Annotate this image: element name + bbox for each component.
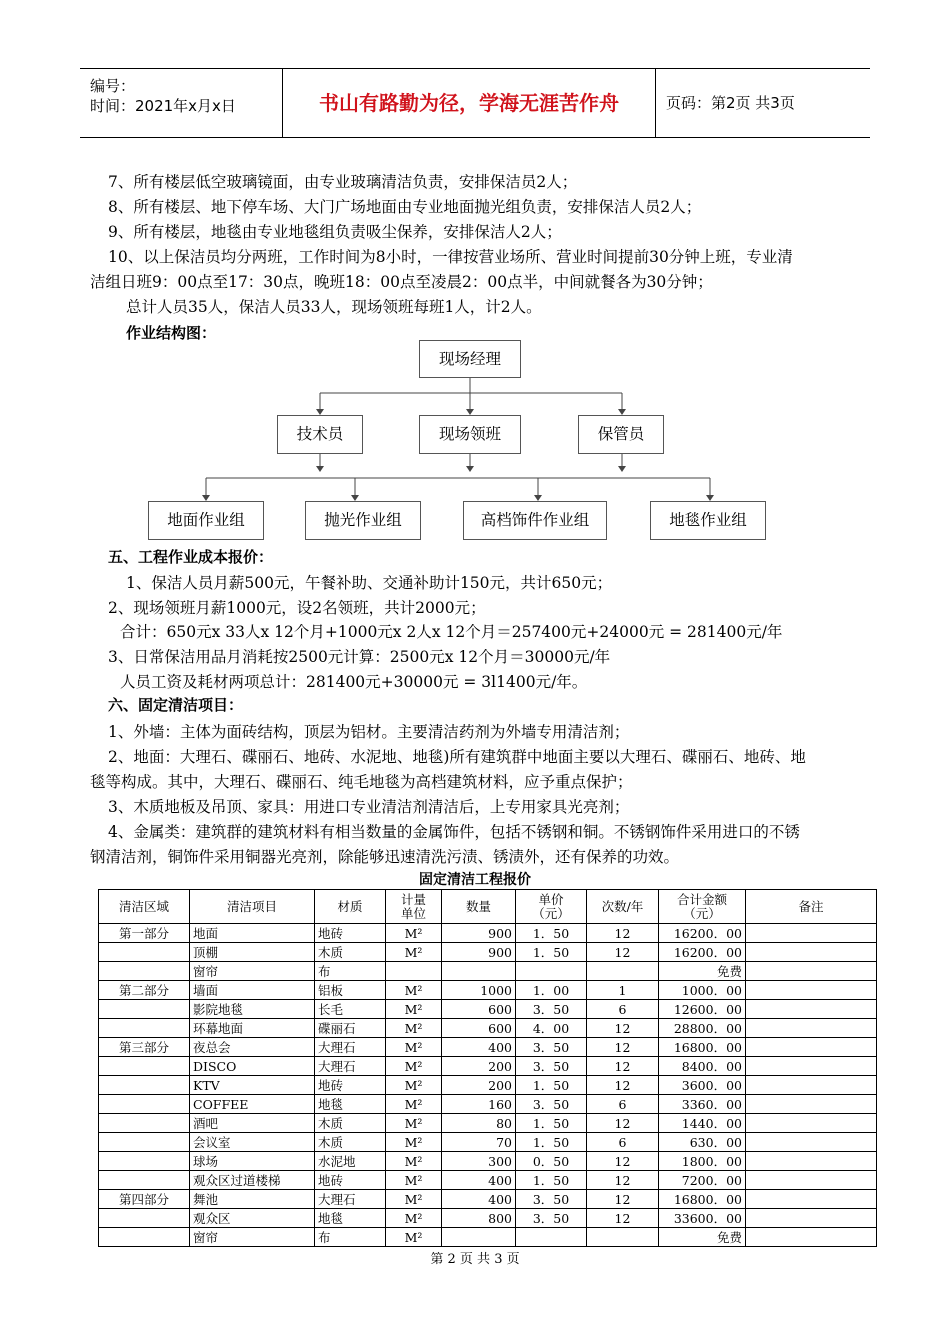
cell-area [99,962,190,981]
cell-qty: 400 [442,1190,516,1209]
header-unit [386,890,442,924]
header-total-top: 合计金额 [676,891,727,907]
cell-unit [386,962,442,981]
table-row [99,1171,877,1190]
cell-freq: 6 [587,1000,659,1019]
table-header-row [99,890,877,924]
header-material: 材质 [315,890,386,924]
cell-freq: 12 [587,1057,659,1076]
section5-line: 3、日常保洁用品月消耗按2500元计算：2500元x 12个月＝30000元/年 [108,648,611,666]
table-row [99,1076,877,1095]
cell-qty: 900 [442,924,516,943]
header-price-bottom: （元） [532,905,570,921]
cell-price: 1．50 [516,1076,587,1095]
header-qty: 数量 [442,890,516,924]
cell-item: 顶棚 [190,943,315,962]
cell-unit: M² [386,981,442,1000]
cell-qty: 900 [442,943,516,962]
org-node-technician: 技术员 [277,415,363,454]
cell-price: 3．50 [516,1190,587,1209]
table-row [99,962,877,981]
table-row [99,1019,877,1038]
cell-note [746,1000,877,1019]
cell-area: 第三部分 [99,1038,190,1057]
cell-note [746,1095,877,1114]
cell-note [746,981,877,1000]
cell-note [746,1190,877,1209]
cell-unit: M² [386,1152,442,1171]
cell-qty: 600 [442,1019,516,1038]
cell-note [746,924,877,943]
cell-material: 布 [315,962,386,981]
cell-note [746,943,877,962]
page-footer: 第 2 页 共 3 页 [430,1252,520,1267]
cell-area [99,1000,190,1019]
cell-material: 碟丽石 [315,1019,386,1038]
cell-note [746,1057,877,1076]
cell-unit: M² [386,1228,442,1247]
table-row [99,1057,877,1076]
cell-area: 第一部分 [99,924,190,943]
cell-item: 球场 [190,1152,315,1171]
cell-unit: M² [386,924,442,943]
cell-qty: 200 [442,1076,516,1095]
cell-price: 3．50 [516,1095,587,1114]
cell-item: 墙面 [190,981,315,1000]
cell-total: 1440．00 [659,1114,746,1133]
cell-area: 第四部分 [99,1190,190,1209]
cell-freq: 12 [587,1152,659,1171]
section5-line: 合计：650元x 33人x 12个月+1000元x 2人x 12个月＝257400元+24000元 = 281400元/年 [120,623,783,641]
cell-unit: M² [386,1076,442,1095]
org-node-site-manager: 现场经理 [419,340,521,378]
cell-freq: 6 [587,1095,659,1114]
cell-material: 长毛 [315,1000,386,1019]
cell-price: 1．00 [516,981,587,1000]
cell-total: 16200．00 [659,943,746,962]
body-line: 洁组日班9：00点至17：30点，晚班18：00点至凌晨2：00点半，中间就餐各为30分钟； [90,273,713,291]
table-row [99,943,877,962]
table-row [99,1114,877,1133]
cell-item: 夜总会 [190,1038,315,1057]
time-label: 时间：2021年x月x日 [90,97,236,115]
cell-freq: 12 [587,1190,659,1209]
cell-note [746,1114,877,1133]
cell-qty: 800 [442,1209,516,1228]
table-row [99,1190,877,1209]
body-line: 10、以上保洁员均分两班，工作时间为8小时，一律按营业场所、营业时间提前30分钟上班，专业清 [108,248,793,266]
cell-material: 大理石 [315,1190,386,1209]
cell-freq: 12 [587,1076,659,1095]
cell-area [99,1171,190,1190]
table-row [99,1095,877,1114]
org-node-floor-group: 地面作业组 [148,501,264,540]
cell-price: 3．50 [516,1000,587,1019]
cell-qty: 70 [442,1133,516,1152]
cell-total: 28800．00 [659,1019,746,1038]
cell-freq: 12 [587,924,659,943]
header-area: 清洁区域 [99,890,190,924]
cell-item: DISCO [190,1057,315,1076]
section5-line: 人员工资及耗材两项总计：281400元+30000元 = 3l1400元/年。 [120,673,588,691]
cell-total: 12600．00 [659,1000,746,1019]
cell-price: 0．50 [516,1152,587,1171]
cell-material: 地砖 [315,1171,386,1190]
cell-total: 33600．00 [659,1209,746,1228]
cell-material: 大理石 [315,1057,386,1076]
cell-item: COFFEE [190,1095,315,1114]
cell-material: 水泥地 [315,1152,386,1171]
cell-material: 地砖 [315,924,386,943]
body-line: 7、所有楼层低空玻璃镜面，由专业玻璃清洁负责，安排保洁员2人； [108,173,578,191]
cell-qty [442,1228,516,1247]
cell-price: 3．50 [516,1209,587,1228]
org-node-polish-group: 抛光作业组 [305,501,421,540]
cell-freq: 1 [587,981,659,1000]
org-node-carpet-group: 地毯作业组 [650,501,766,540]
cell-material: 木质 [315,943,386,962]
table-row [99,1228,877,1247]
cell-total: 免费 [659,962,746,981]
cell-unit: M² [386,943,442,962]
header-price-top: 单价 [538,891,564,907]
section5-title: 五、工程作业成本报价： [108,548,274,566]
cell-area [99,1228,190,1247]
cell-area [99,943,190,962]
cell-qty: 80 [442,1114,516,1133]
org-chart-title: 作业结构图： [126,324,217,342]
cell-material: 布 [315,1228,386,1247]
cell-material: 地砖 [315,1076,386,1095]
cell-freq: 12 [587,1209,659,1228]
org-node-site-foreman: 现场领班 [419,415,521,454]
section6-line: 1、外墙：主体为面砖结构，顶层为铝材。主要清洁药剂为外墙专用清洁剂； [108,723,630,741]
cell-total: 8400．00 [659,1057,746,1076]
cell-total: 1000．00 [659,981,746,1000]
cell-qty: 160 [442,1095,516,1114]
cell-item: KTV [190,1076,315,1095]
cell-qty: 600 [442,1000,516,1019]
header-total [659,890,746,924]
cell-material: 铝板 [315,981,386,1000]
cell-total: 16800．00 [659,1190,746,1209]
cell-qty: 300 [442,1152,516,1171]
section6-line: 4、金属类：建筑群的建筑材料有相当数量的金属饰件，包括不锈钢和铜。不锈钢饰件采用进口的不锈 [108,823,800,841]
cell-area: 第二部分 [99,981,190,1000]
cell-note [746,1076,877,1095]
cell-total: 3600．00 [659,1076,746,1095]
cell-area [99,1057,190,1076]
header-note: 备注 [746,890,877,924]
cell-price [516,962,587,981]
section6-line: 毯等构成。其中，大理石、碟丽石、纯毛地毯为高档建筑材料，应予重点保护； [90,773,633,791]
cell-total: 免费 [659,1228,746,1247]
table-title: 固定清洁工程报价 [419,872,531,888]
cell-unit: M² [386,1038,442,1057]
cell-note [746,1133,877,1152]
section6-title: 六、固定清洁项目： [108,696,244,714]
cell-item: 环幕地面 [190,1019,315,1038]
section5-line: 1、保洁人员月薪500元，午餐补助、交通补助计150元，共计650元； [126,574,613,592]
cell-item: 影院地毯 [190,1000,315,1019]
cell-price: 1．50 [516,1114,587,1133]
cell-area [99,1095,190,1114]
org-chart-connectors [0,0,950,560]
header-page-info: 页码：第2页 共3页 [666,94,795,112]
cell-item: 地面 [190,924,315,943]
table-row [99,1209,877,1228]
cell-note [746,962,877,981]
cell-unit: M² [386,1190,442,1209]
cell-note [746,1019,877,1038]
table-body [99,924,877,1247]
cell-item: 观众区 [190,1209,315,1228]
cell-freq: 12 [587,1171,659,1190]
header-unit-top: 计量 [400,891,426,907]
cell-price: 4．00 [516,1019,587,1038]
table-row [99,924,877,943]
cell-area [99,1114,190,1133]
cell-qty [442,962,516,981]
cell-unit: M² [386,1057,442,1076]
cell-material: 木质 [315,1133,386,1152]
header-price [516,890,587,924]
cell-total: 7200．00 [659,1171,746,1190]
body-line: 8、所有楼层、地下停车场、大门广场地面由专业地面抛光组负责，安排保洁人员2人； [108,198,702,216]
cell-area [99,1133,190,1152]
cell-price [516,1228,587,1247]
table-row [99,1133,877,1152]
cell-freq: 12 [587,1038,659,1057]
cell-total: 3360．00 [659,1095,746,1114]
cell-item: 窗帘 [190,962,315,981]
cell-price: 1．50 [516,943,587,962]
cell-unit: M² [386,1019,442,1038]
cell-price: 3．50 [516,1057,587,1076]
section6-line: 2、地面：大理石、碟丽石、地砖、水泥地、地毯)所有建筑群中地面主要以大理石、碟丽石、地砖、地 [108,748,806,766]
header-freq: 次数/年 [587,890,659,924]
header-unit-bottom: 单位 [400,905,426,921]
cell-item: 观众区过道楼梯 [190,1171,315,1190]
cell-area [99,1152,190,1171]
cell-freq: 12 [587,943,659,962]
body-line: 总计人员35人，保洁人员33人，现场领班每班1人，计2人。 [126,298,542,316]
cell-unit: M² [386,1114,442,1133]
section6-line: 3、木质地板及吊顶、家具：用进口专业清洁剂清洁后，上专用家具光亮剂； [108,798,630,816]
cell-qty: 400 [442,1171,516,1190]
header-item: 清洁项目 [190,890,315,924]
cell-price: 1．50 [516,1133,587,1152]
cell-freq [587,1228,659,1247]
table-row [99,1000,877,1019]
cell-item: 窗帘 [190,1228,315,1247]
cell-material: 地毯 [315,1095,386,1114]
cell-freq: 12 [587,1114,659,1133]
header-total-bottom: （元） [683,905,721,921]
cell-material: 地毯 [315,1209,386,1228]
cell-item: 舞池 [190,1190,315,1209]
number-label: 编号： [90,77,136,95]
table-row [99,981,877,1000]
cell-area [99,1019,190,1038]
section5-line: 2、现场领班月薪1000元，设2名领班，共计2000元； [108,599,486,617]
section6-line: 钢清洁剂，铜饰件采用铜器光亮剂，除能够迅速清洗污渍、锈渍外，还有保养的功效。 [90,848,680,866]
cell-material: 木质 [315,1114,386,1133]
cell-unit: M² [386,1209,442,1228]
cell-price: 1．50 [516,924,587,943]
cell-freq [587,962,659,981]
cell-item: 会议室 [190,1133,315,1152]
org-node-decor-group: 高档饰件作业组 [463,501,607,540]
cell-note [746,1038,877,1057]
body-line: 9、所有楼层，地毯由专业地毯组负责吸尘保养，安排保洁人2人； [108,223,562,241]
header-motto: 书山有路勤为径，学海无涯苦作舟 [283,69,656,137]
cell-freq: 6 [587,1133,659,1152]
cell-unit: M² [386,1133,442,1152]
cell-freq: 12 [587,1019,659,1038]
cell-note [746,1228,877,1247]
cell-area [99,1076,190,1095]
quote-table [98,889,877,1247]
cell-unit: M² [386,1171,442,1190]
cell-unit: M² [386,1095,442,1114]
cell-qty: 200 [442,1057,516,1076]
cell-total: 630．00 [659,1133,746,1152]
cell-total: 16200．00 [659,924,746,943]
org-node-storekeeper: 保管员 [578,415,664,454]
cell-price: 3．50 [516,1038,587,1057]
table-row [99,1038,877,1057]
cell-note [746,1209,877,1228]
cell-area [99,1209,190,1228]
cell-price: 1．50 [516,1171,587,1190]
cell-note [746,1152,877,1171]
cell-unit: M² [386,1000,442,1019]
cell-qty: 1000 [442,981,516,1000]
cell-item: 酒吧 [190,1114,315,1133]
cell-total: 16800．00 [659,1038,746,1057]
cell-note [746,1171,877,1190]
cell-material: 大理石 [315,1038,386,1057]
cell-total: 1800．00 [659,1152,746,1171]
cell-qty: 400 [442,1038,516,1057]
table-row [99,1152,877,1171]
